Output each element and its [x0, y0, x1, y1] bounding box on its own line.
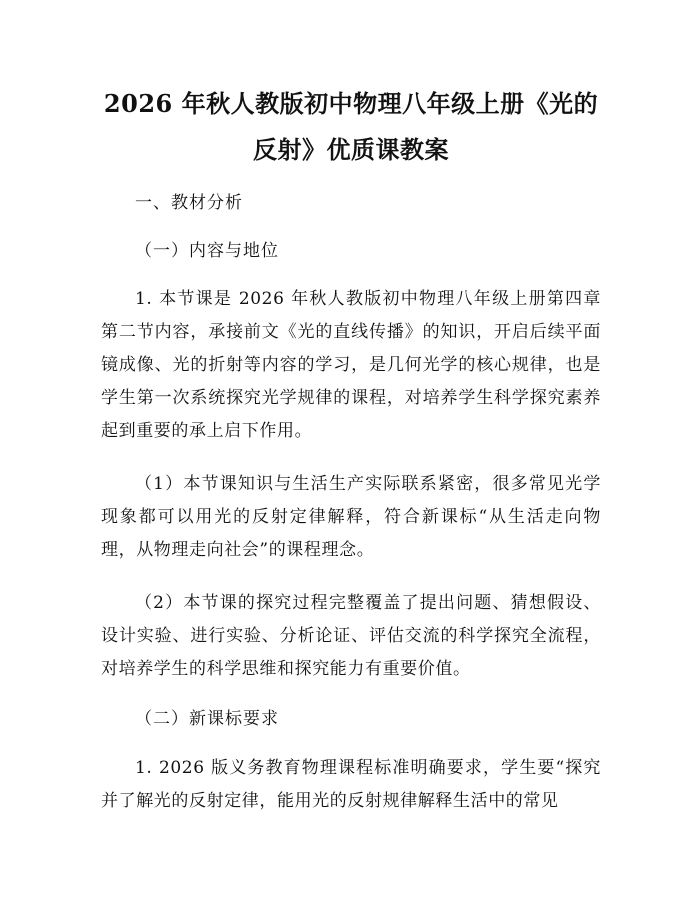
document-title-line1: 2026 年秋人教版初中物理八年级上册《光的: [103, 89, 599, 118]
subsection-heading-content-and-position: （一）内容与地位: [135, 241, 279, 261]
document-title-line2: 反射》优质课教案: [253, 135, 449, 164]
paragraph-content-position: 1. 本节课是 2026 年秋人教版初中物理八年级上册第四章第二节内容，承接前文《光的直线传播》的知识，开启后续平面镜成像、光的折射等内容的学习，是几何光学的核心规律，也是学生第一次系统探究光学规律的课程，对培养学生科学探究素养起到重要的承上启下作用。: [101, 289, 601, 441]
paragraph-life-connection: （1）本节课知识与生活生产实际联系紧密，很多常见光学现象都可以用光的反射定律解释，符合新课标“从生活走向物理，从物理走向社会”的课程理念。: [101, 474, 601, 560]
paragraph-curriculum-standard: 1. 2026 版义务教育物理课程标准明确要求，学生要“探究并了解光的反射定律，能用光的反射规律解释生活中的常见: [101, 758, 601, 811]
section-heading-teaching-material-analysis: 一、教材分析: [135, 193, 243, 213]
paragraph-inquiry-process: （2）本节课的探究过程完整覆盖了提出问题、猜想假设、设计实验、进行实验、分析论证、评估交流的科学探究全流程，对培养学生的科学思维和探究能力有重要价值。: [101, 593, 601, 679]
subsection-heading-curriculum-requirements: （二）新课标要求: [135, 709, 279, 729]
